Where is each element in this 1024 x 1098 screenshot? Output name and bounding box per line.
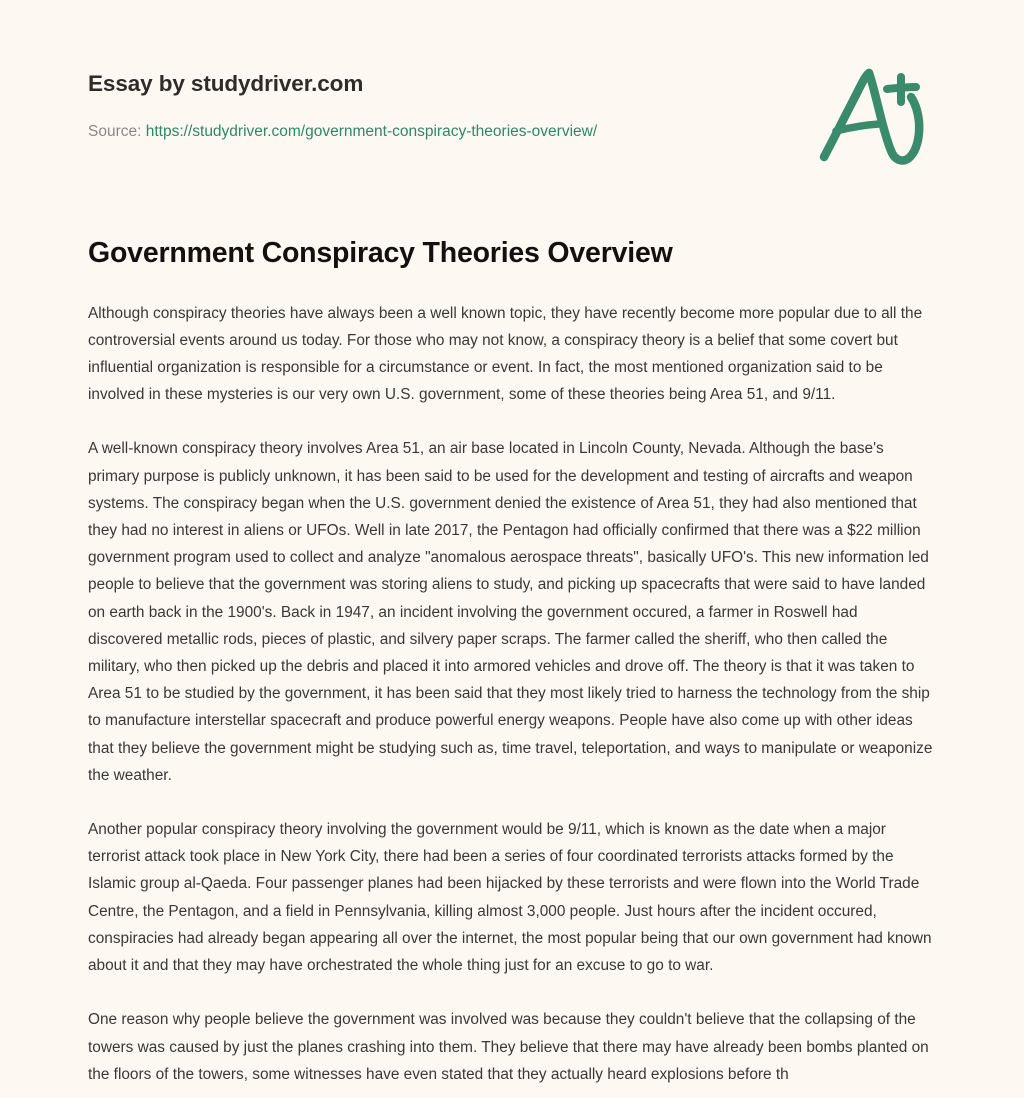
studydriver-a-plus-logo-icon[interactable] <box>812 62 940 170</box>
paragraph: Although conspiracy theories have always been a well known topic, they have recently become more popular due to all the controversial events around us today. For those who may not know, a conspiracy theory is a belief that some covert but influential organization is responsible for a circumstance or event. In fact, the most mentioned organization said to be involved in these mysteries is our very own U.S. government, some of these theories being Area 51, and 9/11. <box>88 304 923 404</box>
article-body <box>88 300 936 1088</box>
paragraph: A well-known conspiracy theory involves Area 51, an air base located in Lincoln County, Nevada. Although the base's primary purpose is publicly unknown, it has been said to be used for the development and testing of aircrafts and weapon systems. The conspiracy began when the U.S. government denied the existence of Area 51, they had also mentioned that they had no interest in aliens or UFOs. Well in late 2017, the Pentagon had officially confirmed that there was a $22 million government program used to collect and analyze "anomalous aerospace threats", basically UFO's. This new information led people to believe that the government was storing aliens to study, and picking up spacecrafts that were said to have landed on earth back in the 1900's. Back in 1947, an incident involving the government occured, a farmer in Roswell had discovered metallic rods, pieces of plastic, and silvery paper scraps. The farmer called the sheriff, who then called the military, who then picked up the debris and placed it into armored vehicles and drove off. The theory is that it was taken to Area 51 to be studied by the government, it has been said that they most likely tried to harness the technology from the ship to manufacture interstellar spacecraft and produce powerful energy weapons. People have also come up with other ideas that they believe the government might be studying such as, time travel, teleportation, and ways to manipulate or weaponize the weather. <box>88 440 933 784</box>
paragraph: One reason why people believe the government was involved was because they couldn't believe that the collapsing of the towers was caused by just the planes crashing into them. They believe that there may have already been bombs planted on the floors of the towers, some witnesses have even stated that they actually heard explosions before th <box>88 1011 929 1083</box>
source-line <box>88 122 597 142</box>
brand-heading: Essay by studydriver.com <box>88 71 364 96</box>
source-url-link[interactable]: https://studydriver.com/government-conspiracy-theories-overview/ <box>145 123 598 140</box>
page-title: Government Conspiracy Theories Overview <box>88 237 673 269</box>
page-header <box>0 0 1024 200</box>
source-label: Source: <box>88 123 142 140</box>
paragraph: Another popular conspiracy theory involving the government would be 9/11, which is known as the date when a major terrorist attack took place in New York City, there had been a series of four coordinated terrorists attacks formed by the Islamic group al-Qaeda. Four passenger planes had been hijacked by these terrorists and were flown into the World Trade Centre, the Pentagon, and a field in Pennsylvania, killing almost 3,000 people. Just hours after the incident occured, conspiracies had already began appearing all over the internet, the most popular being that our own government had known about it and that they may have orchestrated the whole thing just for an excuse to go to war. <box>88 821 932 975</box>
article-container <box>88 236 936 1088</box>
